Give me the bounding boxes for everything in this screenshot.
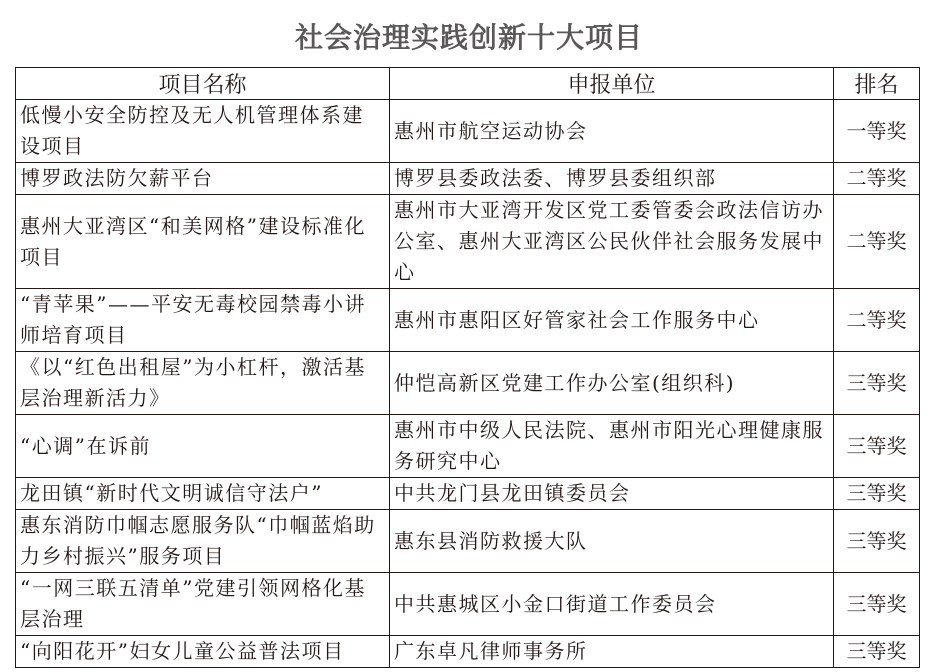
declaring-unit-cell: 惠州市惠阳区好管家社会工作服务中心: [390, 289, 834, 352]
declaring-unit-cell: 惠州市航空运动协会: [390, 100, 834, 163]
page-title: 社会治理实践创新十大项目: [294, 21, 643, 54]
table-row: [16, 510, 920, 573]
table-row: [16, 195, 920, 289]
declaring-unit-cell: 中共惠城区小金口街道工作委员会: [390, 573, 834, 636]
project-name-cell: 《以“红色出租屋”为小杠杆，激活基层治理新活力》: [16, 352, 390, 415]
declaring-unit-cell: 中共龙门县龙田镇委员会: [390, 478, 834, 510]
rank-cell: 三等奖: [834, 573, 920, 636]
project-name-cell: “向阳花开”妇女儿童公益普法项目: [16, 636, 390, 668]
header-unit: 申报单位: [390, 68, 834, 100]
table-row: [16, 100, 920, 163]
project-name-cell: 博罗政法防欠薪平台: [16, 163, 390, 195]
table-row: [16, 573, 920, 636]
table-row: [16, 415, 920, 478]
rank-cell: 二等奖: [834, 289, 920, 352]
rank-cell: 三等奖: [834, 415, 920, 478]
project-name-cell: “心调”在诉前: [16, 415, 390, 478]
rank-cell: 三等奖: [834, 352, 920, 415]
rank-cell: 三等奖: [834, 510, 920, 573]
table-row: [16, 352, 920, 415]
header-project: 项目名称: [16, 68, 390, 100]
project-name-cell: 惠东消防巾帼志愿服务队“巾帼蓝焰助力乡村振兴”服务项目: [16, 510, 390, 573]
rank-cell: 二等奖: [834, 195, 920, 289]
table-row: [16, 163, 920, 195]
rank-cell: 二等奖: [834, 163, 920, 195]
project-name-cell: 龙田镇“新时代文明诚信守法户”: [16, 478, 390, 510]
project-name-cell: “一网三联五清单”党建引领网格化基层治理: [16, 573, 390, 636]
rank-cell: 三等奖: [834, 478, 920, 510]
declaring-unit-cell: 惠州市大亚湾开发区党工委管委会政法信访办公室、惠州大亚湾区公民伙伴社会服务发展中心: [390, 195, 834, 289]
table-row: [16, 478, 920, 510]
table-row: [16, 636, 920, 668]
rank-cell: 三等奖: [834, 636, 920, 668]
declaring-unit-cell: 博罗县委政法委、博罗县委组织部: [390, 163, 834, 195]
project-name-cell: 低慢小安全防控及无人机管理体系建设项目: [16, 100, 390, 163]
header-rank: 排名: [834, 68, 920, 100]
declaring-unit-cell: 仲恺高新区党建工作办公室(组织科): [390, 352, 834, 415]
declaring-unit-cell: 惠州市中级人民法院、惠州市阳光心理健康服务研究中心: [390, 415, 834, 478]
project-name-cell: 惠州大亚湾区“和美网格”建设标准化项目: [16, 195, 390, 289]
declaring-unit-cell: 广东卓凡律师事务所: [390, 636, 834, 668]
project-name-cell: “青苹果”——平安无毒校园禁毒小讲师培育项目: [16, 289, 390, 352]
rank-cell: 一等奖: [834, 100, 920, 163]
table-row: [16, 289, 920, 352]
table-header-row: [16, 68, 920, 100]
declaring-unit-cell: 惠东县消防救援大队: [390, 510, 834, 573]
projects-table: [15, 67, 920, 668]
